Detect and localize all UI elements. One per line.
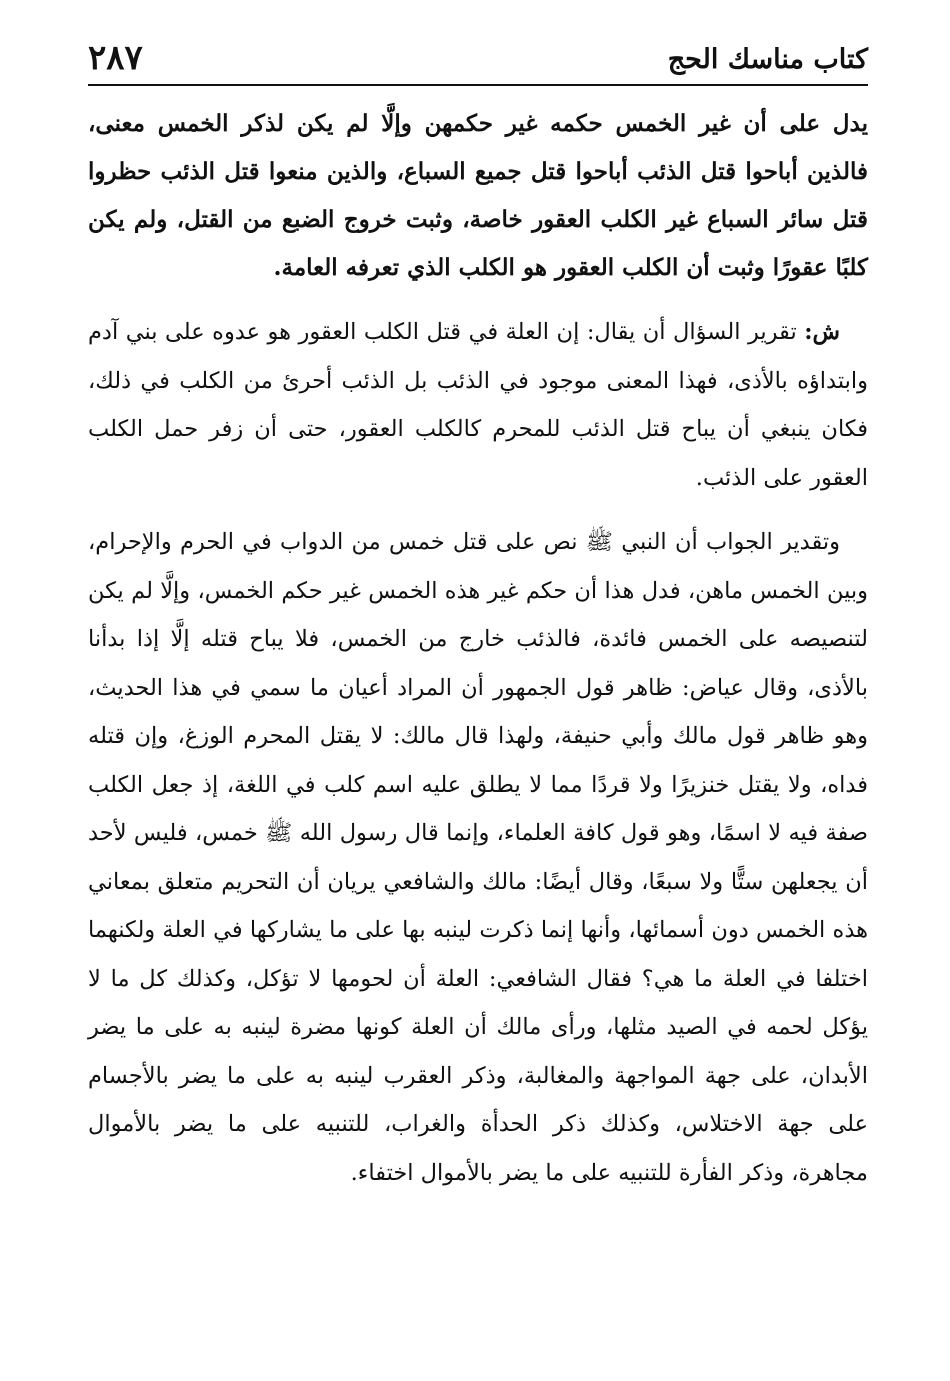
page-number: ٢٨٧ <box>88 38 143 78</box>
running-title: كتاب مناسك الحج <box>667 44 868 75</box>
page-header <box>88 30 868 82</box>
paragraph-matn: يدل على أن غير الخمس حكمه غير حكمهن وإلَّا لم يكن لذكر الخمس معنى، فالذين أباحوا قتل الذئب أباحوا قتل جميع السباع، والذين منعوا قتل الذئب حظروا قتل سائر السباع غير الكلب العقور خاصة، وثبت خروج الضبع من القتل، ولم يكن كلبًا عقورًا وثبت أن الكلب العقور هو الكلب الذي تعرفه العامة. <box>88 110 868 281</box>
header-divider <box>88 84 868 86</box>
page-body <box>88 100 868 1197</box>
sharh-label: ش: <box>804 319 840 345</box>
paragraph-answer: وتقدير الجواب أن النبي ﷺ نص على قتل خمس من الدواب في الحرم والإحرام، وبين الخمس ماهن، فدل هذا أن حكم غير هذه الخمس غير حكم الخمس، وإلَّا لم يكن لتنصيصه على الخمس فائدة، فالذئب خارج من الخمس، فلا يباح قتله إلَّا إذا بدأنا بالأذى، وقال عياض: ظاهر قول الجمهور أن المراد أعيان ما سمي في هذا الحديث، وهو ظاهر قول مالك وأبي حنيفة، ولهذا قال مالك: لا يقتل المحرم الوزغ، وإن قتله فداه، ولا يقتل خنزيرًا ولا قردًا مما لا يطلق عليه اسم كلب في اللغة، إذ جعل الكلب صفة فيه لا اسمًا، وهو قول كافة العلماء، وإنما قال رسول الله ﷺ خمس، فليس لأحد أن يجعلهن ستًّا ولا سبعًا، وقال أيضًا: مالك والشافعي يريان أن التحريم متعلق بمعاني هذه الخمس دون أسمائها، وأنها إنما ذكرت لينبه بها على ما يشاركها في العلة ولكنهما اختلفا في العلة ما هي؟ فقال الشافعي: العلة أن لحومها لا تؤكل، وكذلك كل ما لا يؤكل لحمه في الصيد مثلها، ورأى مالك أن العلة كونها مضرة لينبه به على ما يضر الأبدان، على جهة المواجهة والمغالبة، وذكر العقرب لينبه به على ما يضر بالأجسام على جهة الاختلاس، وكذلك ذكر الحدأة والغراب، للتنبيه على ما يضر بالأموال مجاهرة، وذكر الفأرة للتنبيه على ما يضر بالأموال اختفاء. <box>88 529 868 1186</box>
paragraph-sharh <box>88 308 868 502</box>
sharh-text: تقرير السؤال أن يقال: إن العلة في قتل الكلب العقور هو عدوه على بني آدم وابتداؤه بالأذى، فهذا المعنى موجود في الذئب بل الذئب أحرئ من الكلب في ذلك، فكان ينبغي أن يباح قتل الذئب للمحرم كالكلب العقور، حتى أن زفر حمل الكلب العقور على الذئب. <box>88 319 868 491</box>
